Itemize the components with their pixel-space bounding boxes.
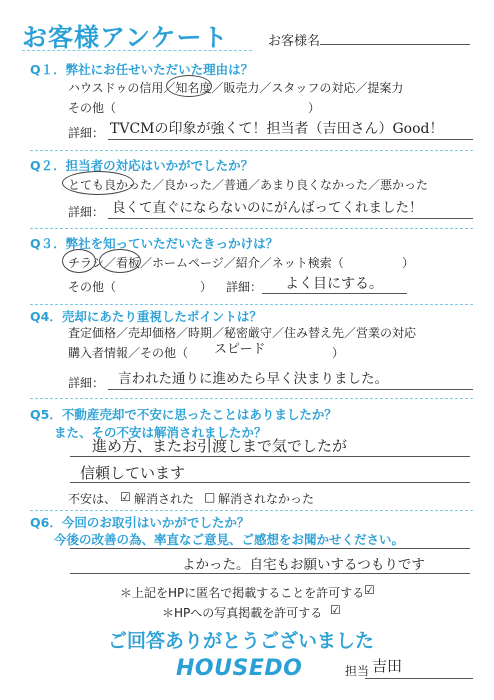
q4-options[interactable]: 査定価格／売却価格／時期／秘密厳守／住み替え先／営業の対応	[68, 326, 417, 340]
q5-answer-rule-1[interactable]	[70, 456, 470, 457]
q6-question-2: 今後の改善の為、率直なご意見、ご感想をお聞かせください。	[54, 532, 405, 547]
q5-answer-line2: 信頼しています	[80, 464, 186, 482]
q6-question: Q6．今回のお取引はいかがでしたか？	[30, 515, 250, 530]
divider	[30, 398, 473, 399]
q2-detail-answer: 良くて直ぐにならないのにがんばってくれました！	[112, 200, 423, 216]
q1-question: Q１．弊社にお任せいただいた理由は？	[30, 62, 254, 77]
q1-other-close: ）	[308, 101, 321, 115]
housedo-logo: HOUSEDO	[176, 656, 303, 681]
survey-title: お客様アンケート	[22, 23, 229, 52]
q5-resolved-label: 解消された	[134, 492, 195, 506]
staff-label: 担当	[345, 664, 370, 678]
q3-selected-circle-flyer	[62, 249, 96, 273]
q4-detail-label: 詳細：	[68, 376, 105, 390]
q2-question: Q２．担当者の対応はいかがでしたか？	[30, 158, 254, 173]
title-underline	[22, 50, 252, 51]
q1-detail-label: 詳細：	[68, 126, 105, 140]
q4-options-2[interactable]: 購入者情報／その他（	[68, 346, 189, 360]
q5-unresolved-label: 解消されなかった	[218, 492, 315, 506]
q3-selected-circle-sign	[99, 249, 141, 273]
divider	[30, 510, 473, 511]
q4-other-answer: スピード	[214, 342, 266, 357]
divider	[30, 150, 473, 151]
customer-name-field[interactable]	[320, 44, 470, 45]
staff-name: 吉田	[372, 657, 403, 675]
q2-detail-line[interactable]	[108, 218, 473, 219]
hp-photo-permission: ＊HPへの写真掲載を許可する	[162, 606, 323, 620]
divider	[30, 304, 473, 305]
divider	[30, 228, 473, 229]
q5-question-2: また、その不安は解消されましたか？	[54, 425, 267, 440]
q3-options[interactable]: チラシ／看板／ホームページ／紹介／ネット検索（	[68, 256, 344, 270]
q3-question: Q３．弊社を知っていただいたきっかけは？	[30, 236, 279, 251]
q3-options-close: ）	[402, 256, 415, 270]
q2-selected-circle	[62, 171, 134, 195]
q5-question: Q5．不動産売却で不安に思ったことはありましたか？	[30, 407, 337, 422]
q3-detail-line[interactable]	[262, 293, 407, 294]
q3-detail-answer: よく目にする。	[285, 276, 383, 292]
q4-detail-answer: 言われた通りに進めたら早く決まりました。	[118, 371, 388, 387]
hp-anonymous-checkbox[interactable]: ☑	[364, 583, 375, 597]
hp-anonymous-permission: ＊上記をHPに匿名で掲載することを許可する	[120, 586, 365, 600]
q1-selected-circle	[166, 75, 212, 97]
q2-detail-label: 詳細：	[68, 205, 105, 219]
q6-answer-rule-2[interactable]	[70, 573, 470, 574]
q2-options[interactable]: とても良かった／良かった／普通／あまり良くなかった／悪かった	[68, 178, 429, 192]
q1-detail-answer: TVCMの印象が強くて！担当者（吉田さん）Good！	[110, 121, 444, 137]
q5-unresolved-checkbox[interactable]: □	[204, 490, 216, 504]
q4-question: Q4．売却にあたり重視したポイントは？	[30, 309, 262, 324]
hp-photo-checkbox[interactable]: ☑	[330, 603, 341, 617]
thanks-message: ご回答ありがとうございました	[108, 630, 375, 652]
staff-line[interactable]	[365, 678, 473, 679]
q1-other-label: その他（	[68, 101, 117, 115]
q5-resolved-checkbox[interactable]: ☑	[120, 490, 131, 504]
q6-answer-rule-1[interactable]	[70, 548, 470, 549]
q1-options[interactable]: ハウスドゥの信用／知名度／販売力／スタッフの対応／提案力	[68, 81, 404, 95]
q3-detail-label: 詳細：	[226, 280, 263, 294]
q3-other-close: ）	[200, 280, 213, 294]
customer-name-label: お客様名	[268, 34, 321, 49]
q5-answer-rule-2[interactable]	[70, 482, 470, 483]
q6-answer: よかった。自宅もお願いするつもりです	[182, 557, 425, 573]
q5-answer-line1: 進め方、またお引渡しまで気でしたが	[92, 437, 348, 455]
q4-detail-line[interactable]	[108, 389, 473, 390]
q4-other-close: ）	[332, 346, 345, 360]
q3-other-label: その他（	[68, 280, 117, 294]
q1-detail-line[interactable]	[108, 139, 473, 140]
q5-status-label: 不安は、	[68, 492, 117, 506]
